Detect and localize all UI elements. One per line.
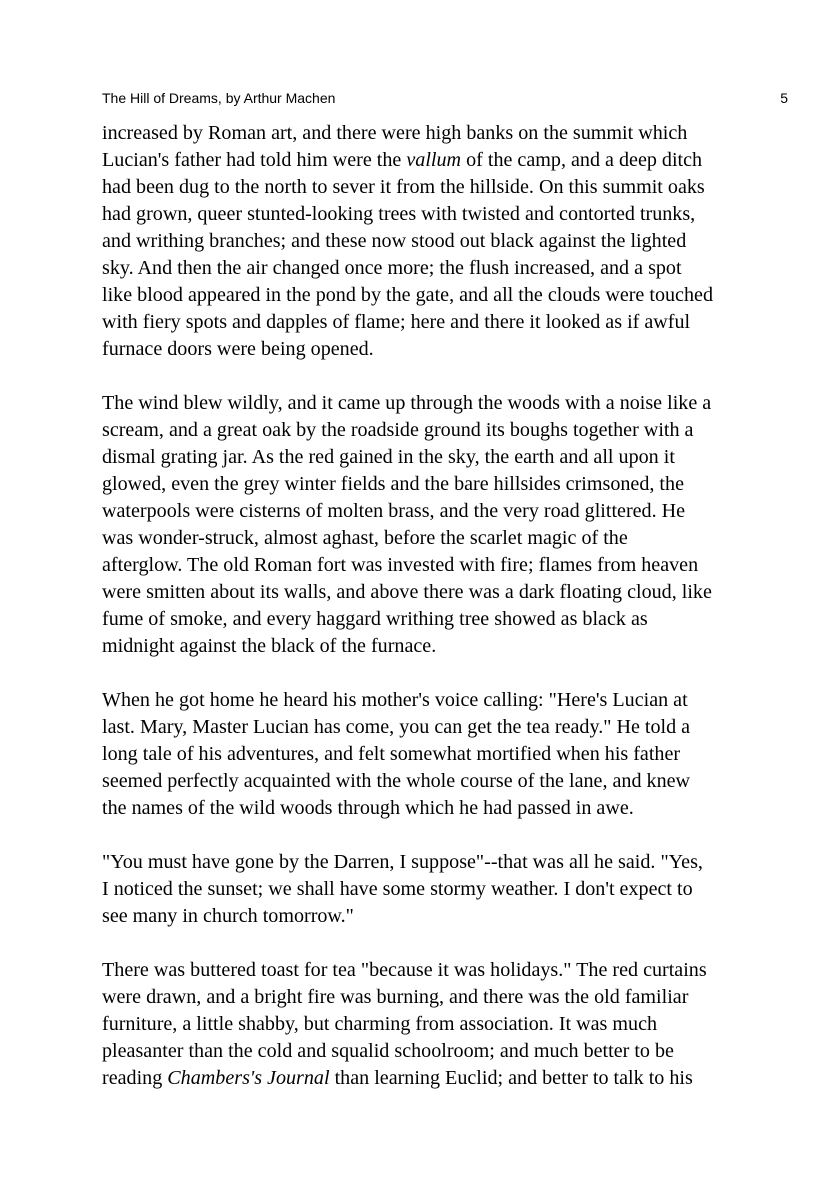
text-line xyxy=(102,309,790,336)
text-run: When he got home he heard his mother's voice calling: "Here's Lucian at xyxy=(102,689,688,711)
text-line xyxy=(102,795,790,822)
text-run: seemed perfectly acquainted with the whole course of the lane, and knew xyxy=(102,770,691,792)
text-line xyxy=(102,876,790,903)
text-line xyxy=(102,282,790,309)
text-run: and writhing branches; and these now stood out black against the lighted xyxy=(102,230,687,252)
text-run: afterglow. The old Roman fort was invested with fire; flames from heaven xyxy=(102,554,699,576)
text-line xyxy=(102,525,790,552)
text-line xyxy=(102,633,790,660)
text-run: "You must have gone by the Darren, I suppose"--that was all he said. "Yes, xyxy=(102,851,703,873)
text-run: long tale of his adventures, and felt somewhat mortified when his father xyxy=(102,743,681,765)
paragraph xyxy=(102,390,790,660)
text-line xyxy=(102,1011,790,1038)
text-line xyxy=(102,849,790,876)
paragraph xyxy=(102,957,790,1092)
text-run: had been dug to the north to sever it from the hillside. On this summit oaks xyxy=(102,176,705,198)
text-run: The wind blew wildly, and it came up through the woods with a noise like a xyxy=(102,392,712,414)
text-line xyxy=(102,768,790,795)
text-run: had grown, queer stunted-looking trees with twisted and contorted trunks, xyxy=(102,203,696,225)
text-run: see many in church tomorrow." xyxy=(102,905,354,927)
text-line xyxy=(102,714,790,741)
text-run: with fiery spots and dapples of flame; here and there it looked as if awful xyxy=(102,311,691,333)
text-run: reading xyxy=(102,1067,168,1089)
text-run: furnace doors were being opened. xyxy=(102,338,374,360)
text-run: increased by Roman art, and there were high banks on the summit which xyxy=(102,122,688,144)
text-run: the names of the wild woods through which he had passed in awe. xyxy=(102,797,634,819)
text-run: were smitten about its walls, and above there was a dark floating cloud, like xyxy=(102,581,712,603)
text-line xyxy=(102,120,790,147)
text-line xyxy=(102,147,790,174)
text-line xyxy=(102,390,790,417)
page-number: 5 xyxy=(780,90,788,106)
text-line xyxy=(102,606,790,633)
paragraph xyxy=(102,687,790,822)
text-line xyxy=(102,1065,790,1092)
text-line xyxy=(102,552,790,579)
text-line xyxy=(102,255,790,282)
italic-text: vallum xyxy=(406,149,462,171)
text-run: waterpools were cisterns of molten brass, and the very road glittered. He xyxy=(102,500,686,522)
italic-text: Chambers's Journal xyxy=(167,1067,330,1089)
text-line xyxy=(102,417,790,444)
book-title: The Hill of Dreams, by Arthur Machen xyxy=(102,90,336,106)
text-run: of the camp, and a deep ditch xyxy=(461,149,703,171)
text-line xyxy=(102,903,790,930)
paragraph xyxy=(102,120,790,363)
text-run: midnight against the black of the furnace. xyxy=(102,635,437,657)
text-run: sky. And then the air changed once more; the flush increased, and a spot xyxy=(102,257,682,279)
body-text xyxy=(102,120,790,1119)
text-run: fume of smoke, and every haggard writhing tree showed as black as xyxy=(102,608,648,630)
text-line xyxy=(102,984,790,1011)
text-line xyxy=(102,1038,790,1065)
text-line xyxy=(102,957,790,984)
text-line xyxy=(102,444,790,471)
text-line xyxy=(102,471,790,498)
text-line xyxy=(102,498,790,525)
text-line xyxy=(102,201,790,228)
text-run: like blood appeared in the pond by the gate, and all the clouds were touched xyxy=(102,284,713,306)
text-run: dismal grating jar. As the red gained in the sky, the earth and all upon it xyxy=(102,446,675,468)
text-run: than learning Euclid; and better to talk to his xyxy=(329,1067,693,1089)
text-run: pleasanter than the cold and squalid schoolroom; and much better to be xyxy=(102,1040,674,1062)
text-run: were drawn, and a bright fire was burning, and there was the old familiar xyxy=(102,986,689,1008)
text-run: was wonder-struck, almost aghast, before the scarlet magic of the xyxy=(102,527,628,549)
text-run: Lucian's father had told him were the xyxy=(102,149,407,171)
text-line xyxy=(102,579,790,606)
text-run: glowed, even the grey winter fields and the bare hillsides crimsoned, the xyxy=(102,473,684,495)
text-line xyxy=(102,228,790,255)
text-line xyxy=(102,741,790,768)
text-run: There was buttered toast for tea "because it was holidays." The red curtains xyxy=(102,959,707,981)
text-line xyxy=(102,687,790,714)
paragraph xyxy=(102,849,790,930)
text-run: I noticed the sunset; we shall have some stormy weather. I don't expect to xyxy=(102,878,693,900)
text-line xyxy=(102,336,790,363)
text-run: furniture, a little shabby, but charming from association. It was much xyxy=(102,1013,658,1035)
text-run: last. Mary, Master Lucian has come, you can get the tea ready." He told a xyxy=(102,716,691,738)
running-header xyxy=(102,89,790,107)
text-run: scream, and a great oak by the roadside ground its boughs together with a xyxy=(102,419,694,441)
text-line xyxy=(102,174,790,201)
